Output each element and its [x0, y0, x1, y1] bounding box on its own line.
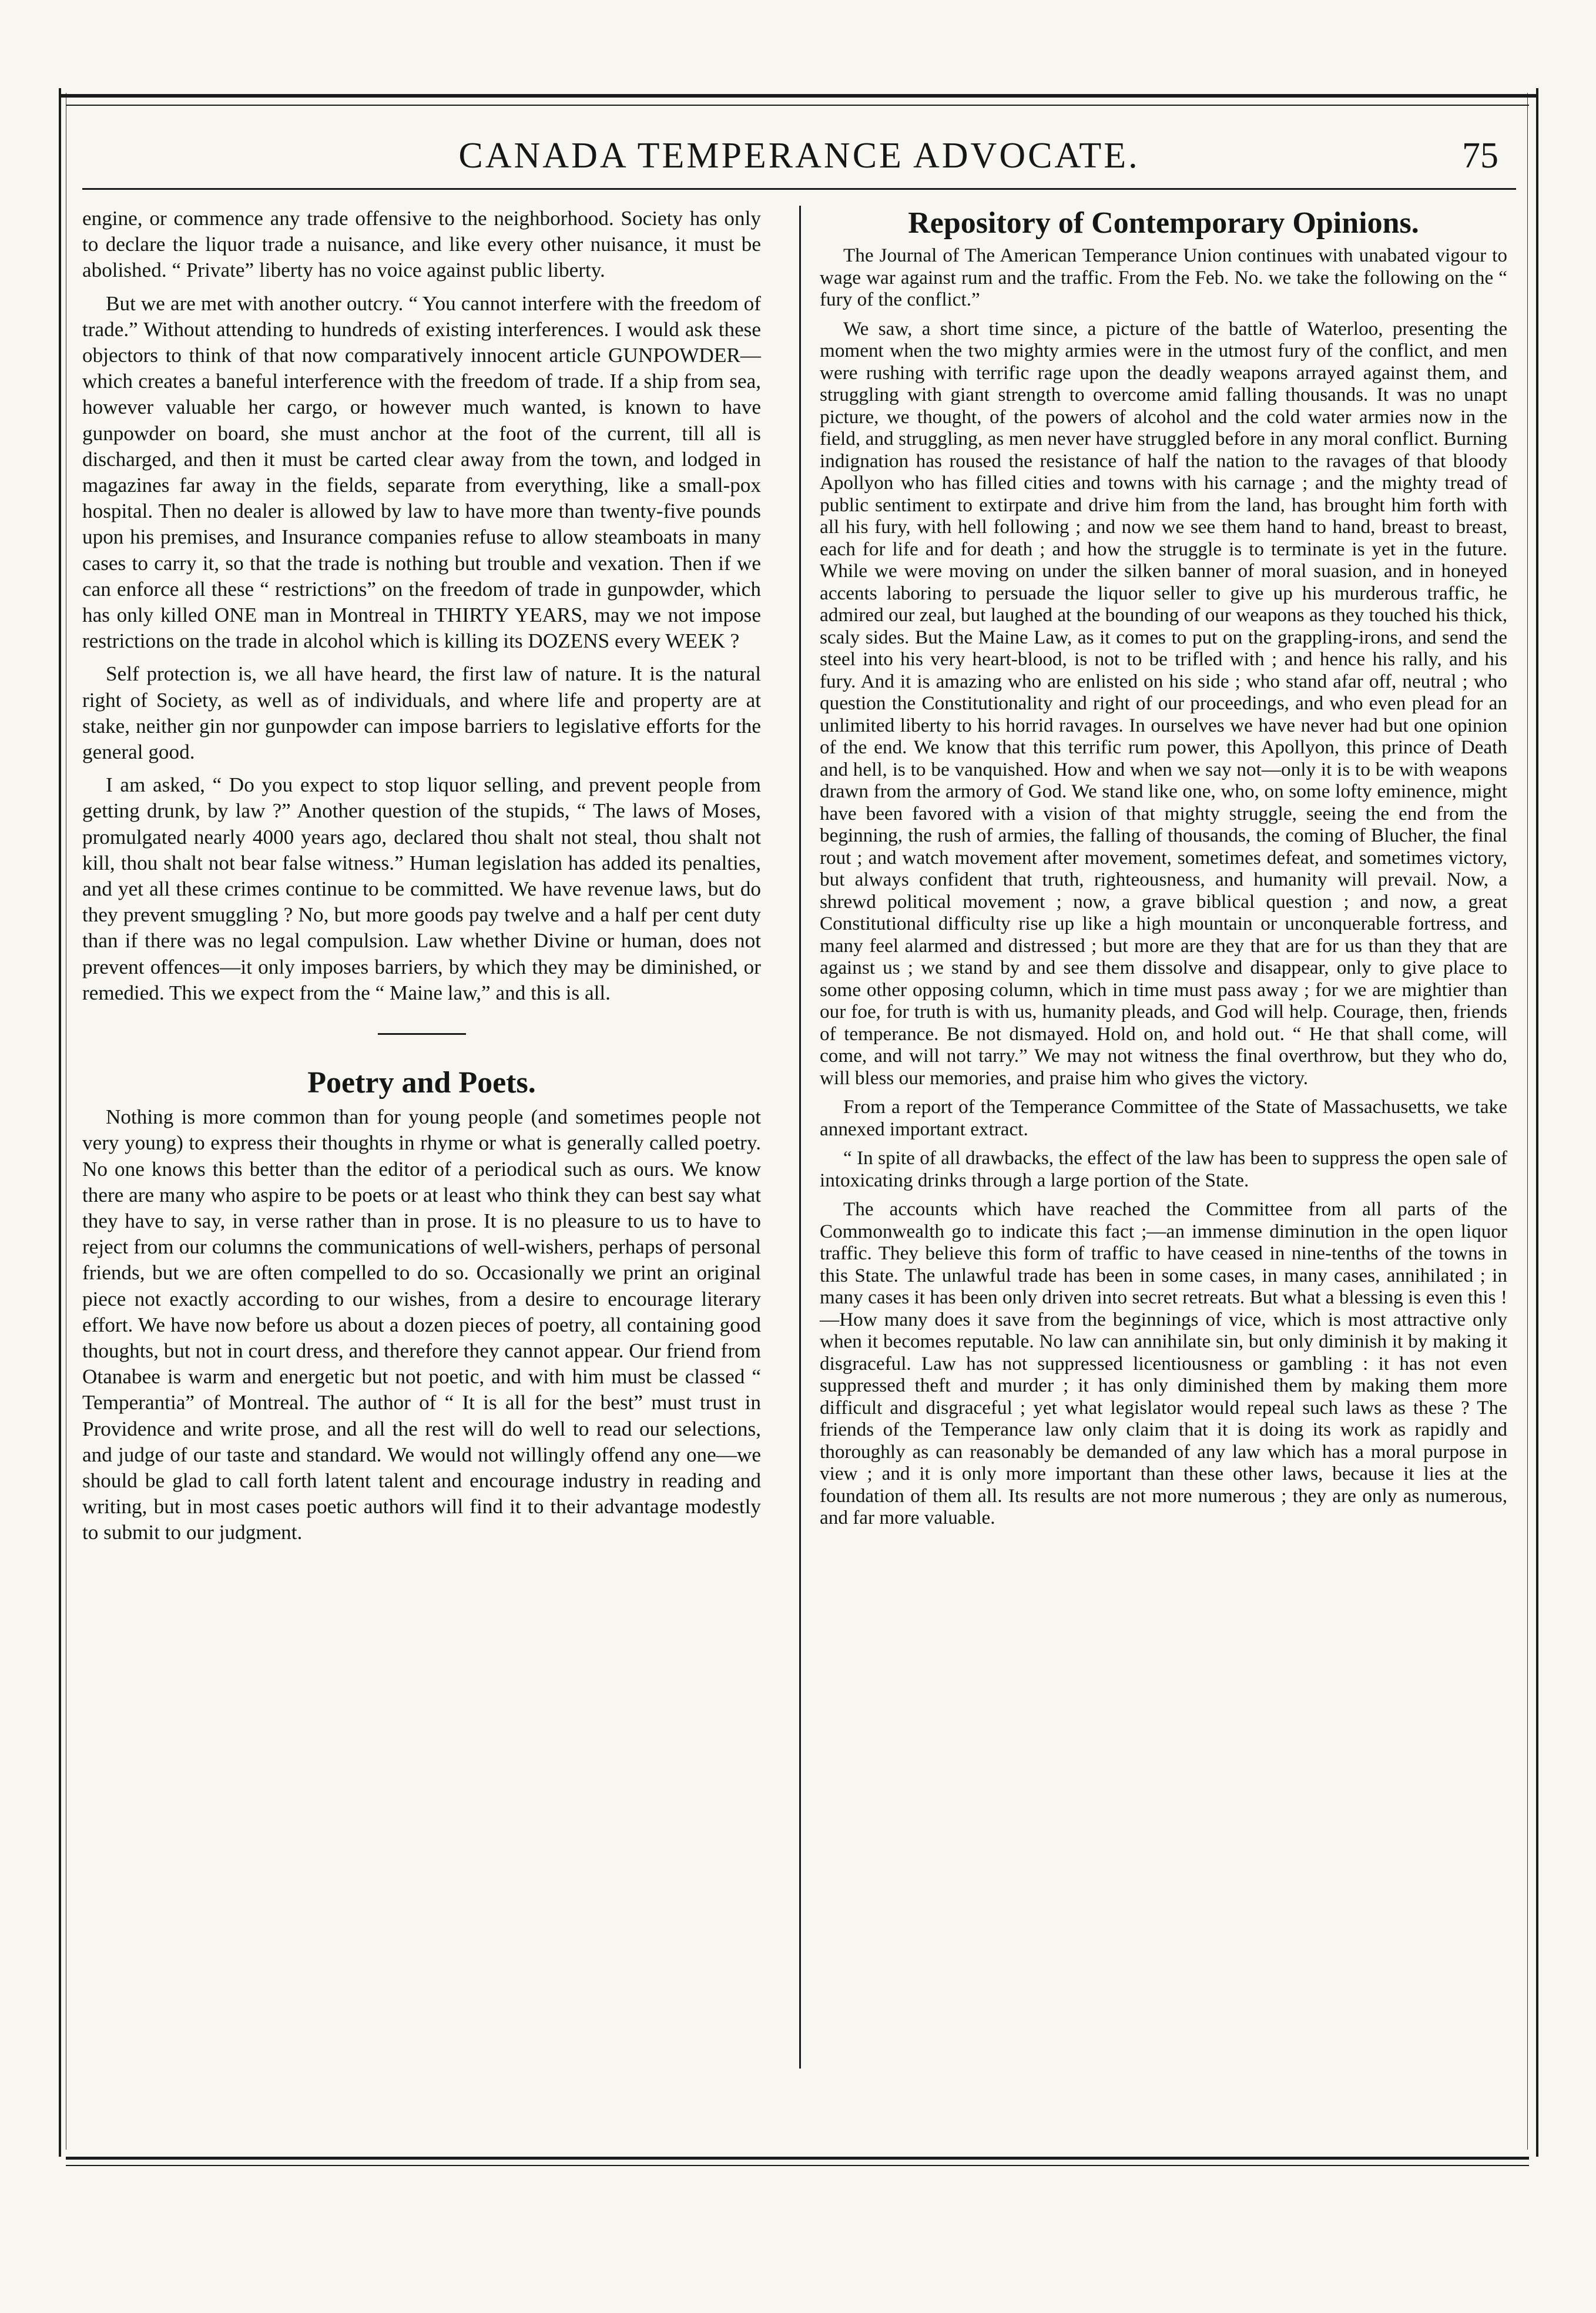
- left-paragraph: engine, or commence any trade offensive to the neighborhood. Society has only to declare the liquor trade a nuisance, and like every other nuisance, it must be abolished. “ Private” liberty has no voice against public liberty.: [82, 207, 761, 282]
- right-column: [820, 206, 1507, 1536]
- right-paragraph: The Journal of The American Temperance Union continues with unabated vigour to wage war against rum and the traffic. From the Feb. No. we take the following on the “ fury of the conflict.”: [820, 244, 1507, 310]
- poetry-heading: Poetry and Poets.: [307, 1066, 536, 1100]
- right-paragraph: “ In spite of all drawbacks, the effect of the law has been to suppress the open sale of intoxicating drinks through a large portion of the State.: [820, 1147, 1507, 1191]
- poetry-paragraph: Nothing is more common than for young people (and sometimes people not very young) to express their thoughts in rhyme or what is generally called poetry. No one knows this better than the editor of a periodical such as ours. We know there are many who aspire to be poets or at least who think they can best say what they have to say, in verse rather than in prose. It is no pleasure to us to have to reject from our columns the communications of well-wishers, perhaps of personal friends, but we are often compelled to do so. Occasionally we print an original piece not exactly according to our wishes, from a desire to encourage literary effort. We have now before us about a dozen pieces of poetry, all containing good thoughts, but not in court dress, and therefore they cannot appear. Our friend from Otanabee is warm and energetic but not poetic, and with him must be classed “ Temperantia” of Montreal. The author of “ It is all for the best” must trust in Providence and write prose, and all the rest will do well to read our selections, and judge of our taste and standard. We would not willingly offend any one—we should be glad to call forth latent talent and encourage industry in reading and writing, but in most cases poetic authors will find it to their advantage modestly to submit to our judgment.: [82, 1105, 761, 1544]
- page-number: 75: [1462, 136, 1498, 176]
- right-paragraph: From a report of the Temperance Committee of the State of Massachusetts, we take annexed important extract.: [820, 1096, 1507, 1140]
- left-paragraph: Self protection is, we all have heard, the first law of nature. It is the natural right of Society, as well as of individuals, and where life and property are at stake, neither gin nor gunpowder can impose barriers to legislative efforts for the general good.: [82, 662, 761, 764]
- right-paragraph: We saw, a short time since, a picture of the battle of Waterloo, presenting the moment when the two mighty armies were in the utmost fury of the conflict, and men were rushing with terrific rage upon the deadly weapons arrayed against them, and struggling with giant strength to overcome amid falling thousands. It was no unapt picture, we thought, of the powers of alcohol and the cold water armies now in the field, and struggling, as men never have struggled before in any moral conflict. Burning indignation has roused the resistance of half the nation to the ravages of that bloody Apollyon who has filled cities and towns with his carnage ; and the mighty tread of public sentiment to extirpate and drive him from the land, has brought him forth with all his fury, with hell following ; and now we see them hand to hand, breast to breast, each for life and for death ; and how the struggle is to terminate is yet in the future. While we were moving on under the silken banner of moral suasion, and in honeyed accents laboring to persuade the liquor seller to give up his murderous traffic, he admired our zeal, but laughed at the bounding of our weapons as they touched his thick, scaly sides. But the Maine Law, as it comes to put on the grappling-irons, and send the steel into his very heart-blood, is not to be trifled with ; and hence his rally, and his fury. And it is amazing who are enlisted on his side ; who stand afar off, neutral ; who question the Constitutionality and right of our proceedings, and who even plead for an unlimited liberty to his horrid ravages. In ourselves we have never had but one opinion of the end. We know that this terrific rum power, this Apollyon, this prince of Death and hell, is to be vanquished. How and when we say not—only it is to be with weapons drawn from the armory of God. We stand like one, who, on some lofty eminence, might have been favored with a vision of that mighty struggle, seeing the end from the beginning, the rush of armies, the falling of thousands, the coming of Blucher, the final rout ; and watch movement after movement, sometimes defeat, and sometimes victory, but always confident that truth, righteousness, and humanity will prevail. Now, a shrewd political movement ; now, a grave biblical question ; and now, a great Constitutional difficulty rise up like a high mountain or unconquerable fortress, and many feel alarmed and distressed ; but more are they that are for us than they that are against us ; we stand by and see them dissolve and disappear, only to give place to some other opposing column, which in time must pass away ; for we are mightier than our foe, for truth is with us, humanity pleads, and God will help. Courage, then, friends of temperance. Be not dismayed. Hold on, and hold out. “ He that shall come, will come, and will not tarry.” We may not witness the final overthrow, but they who do, will bless our memories, and praise him who gives the victory.: [820, 317, 1507, 1089]
- left-paragraph: I am asked, “ Do you expect to stop liquor selling, and prevent people from getting drunk, by law ?” Another question of the stupids, “ The laws of Moses, promulgated nearly 4000 years ago, declared thou shalt not steal, thou shalt not kill, thou shalt not bear false witness.” Human legislation has added its penalties, and yet all these crimes continue to be committed. We have revenue laws, but do they prevent smuggling ? No, but more goods pay twelve and a half per cent duty than if there was no legal compulsion. Law whether Divine or human, does not prevent offences—it only imposes barriers, by which they may be diminished, or remedied. This we expect from the “ Maine law,” and this is all.: [82, 773, 761, 1004]
- right-paragraph: The accounts which have reached the Committee from all parts of the Commonwealth go to indicate this fact ;—an immense diminution in the open liquor traffic. They believe this form of traffic to have ceased in nine-tenths of the towns in this State. The unlawful trade has been in some cases, in many cases, annihilated ; in many cases it has been only driven into secret retreats. But what a blessing is even this !—How many does it save from the beginnings of vice, which is most attractive only when it becomes reputable. No law can annihilate sin, but only diminish it by making it disgraceful. Law has not suppressed licentiousness or gambling : it has not even suppressed theft and murder ; it has only diminished them by making them more difficult and disgraceful ; yet what legislator would repeal such laws as these ? The friends of the Temperance law only claim that it is doing its work as rapidly and thoroughly as can reasonably be demanded of any law which has a moral purpose in view ; and it is only more important than these other laws, because it lies at the foundation of them all. Its results are not more numerous ; they are only as numerous, and far more valuable.: [820, 1198, 1507, 1528]
- section-divider: [378, 1033, 466, 1035]
- bottom-rule-thin: [66, 2165, 1529, 2166]
- masthead: [82, 135, 1516, 188]
- column-divider: [799, 206, 801, 2069]
- header-rule: [82, 188, 1516, 190]
- bottom-rule: [66, 2157, 1529, 2160]
- top-rule-thin: [66, 105, 1529, 106]
- repository-heading: Repository of Contemporary Opinions.: [908, 206, 1419, 240]
- top-rule: [59, 94, 1536, 98]
- left-column: [82, 206, 761, 1553]
- masthead-title: CANADA TEMPERANCE ADVOCATE.: [458, 136, 1140, 176]
- left-paragraph: But we are met with another outcry. “ You cannot interfere with the freedom of trade.” Without attending to hundreds of existing interferences. I would ask these objectors to think of that now comparatively innocent article GUNPOWDER—which creates a baneful interference with the freedom of trade. If a ship from sea, however valuable her cargo, or however much wanted, is known to have gunpowder on board, she must anchor at the foot of the current, till all is discharged, and then it must be carted clear away from the town, and lodged in magazines far away in the fields, separate from everything, like a small-pox hospital. Then no dealer is allowed by law to have more than twenty-five pounds upon his premises, and Insurance companies refuse to allow steamboats in many cases to carry it, so that the trade is nothing but trouble and vexation. Then if we can enforce all these “ restrictions” on the freedom of trade in gunpowder, which has only killed ONE man in Montreal in THIRTY YEARS, may we not impose restrictions on the trade in alcohol which is killing its DOZENS every WEEK ?: [82, 291, 761, 653]
